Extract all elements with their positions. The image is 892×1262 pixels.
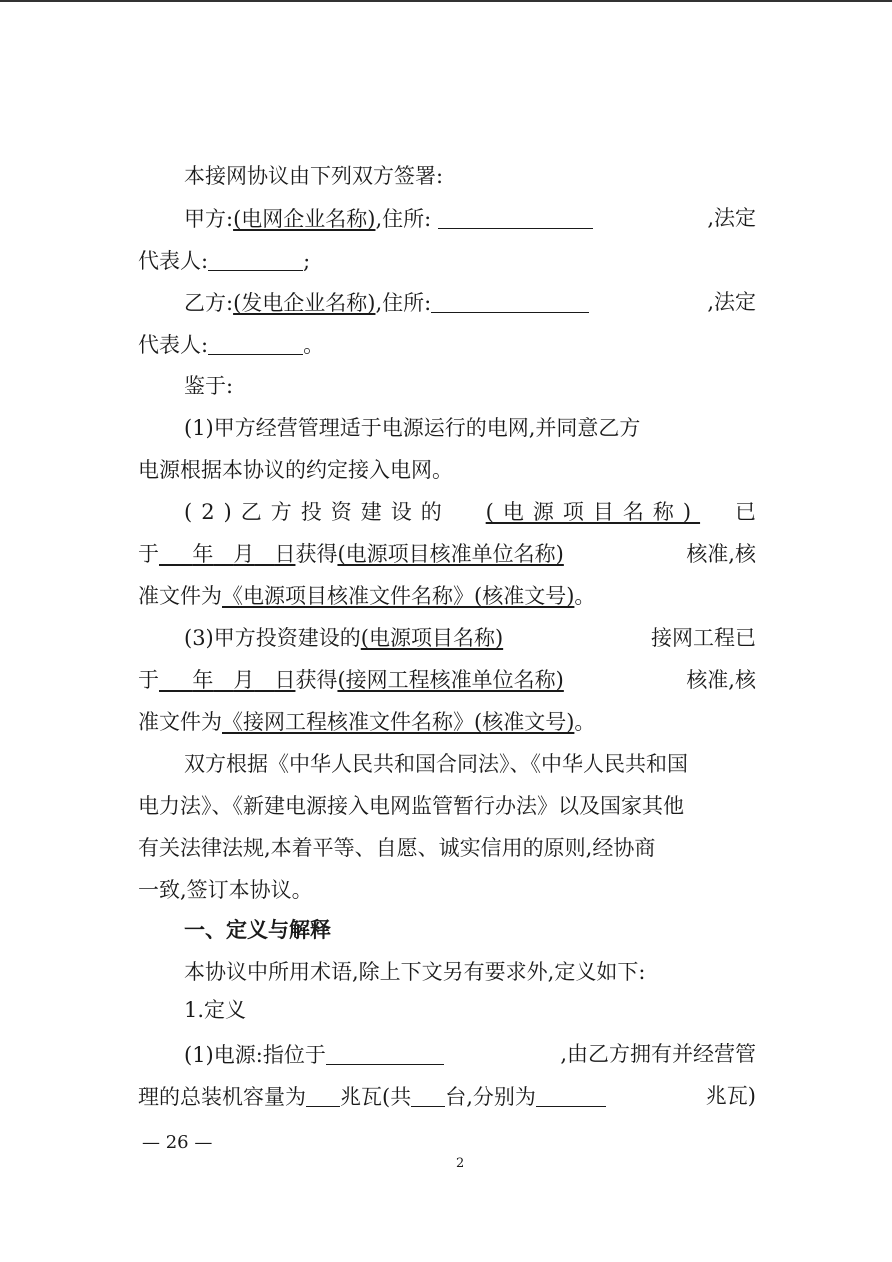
- party-a-label: 甲方:(电网企业名称),住所:: [184, 208, 593, 230]
- def1-each-blank: [536, 1086, 606, 1107]
- item3-line3: 准文件为《接网工程核准文件名称》(核准文号)。: [138, 710, 596, 734]
- party-b-line: [184, 292, 756, 314]
- item1-line1: (1)甲方经营管理适于电源运行的电网,并同意乙方: [184, 416, 641, 440]
- def1-units-blank: [411, 1086, 445, 1107]
- page-number: 2: [456, 1156, 465, 1171]
- item2-line3: 准文件为《电源项目核准文件名称》(核准文号)。: [138, 584, 596, 608]
- item3-project: (电源项目名称): [360, 626, 504, 650]
- party-a-rep-blank: [208, 250, 303, 271]
- item2-line2: 于 年 月 日获得(电源项目核准单位名称) 核准,核: [138, 542, 756, 566]
- item1-line2: 电源根据本协议的约定接入电网。: [138, 458, 453, 482]
- whereas-heading: 鉴于:: [184, 374, 234, 398]
- item2-date-blank: 年 月 日: [192, 542, 296, 566]
- party-a-address-blank: [438, 208, 593, 229]
- party-b-rep-line: 代表人: 。: [138, 333, 325, 357]
- basis-line3: 有关法律法规,本着平等、自愿、诚实信用的原则,经协商: [138, 836, 656, 860]
- party-a-rep-line: 代表人: ;: [138, 249, 311, 273]
- party-a-line: [184, 208, 756, 230]
- item2-doc: 《电源项目核准文件名称》(核准文号): [222, 584, 575, 608]
- party-b-tail: ,法定: [707, 290, 756, 314]
- party-a-tail: ,法定: [707, 206, 756, 230]
- item3-line1: (3)甲方投资建设的(电源项目名称) 接网工程已: [184, 626, 756, 650]
- intro-line: 本接网协议由下列双方签署:: [184, 164, 444, 188]
- party-b-name: (发电企业名称): [233, 291, 376, 315]
- item3-line2: 于 年 月 日获得(接网工程核准单位名称) 核准,核: [138, 668, 756, 692]
- party-b-rep-blank: [208, 334, 303, 355]
- def1-capacity-blank: [306, 1086, 340, 1107]
- def1-line1: (1)电源:指位于 ,由乙方拥有并经营管: [184, 1042, 756, 1067]
- item3-date-blank: 年 月 日: [192, 668, 296, 692]
- basis-line4: 一致,签订本协议。: [138, 878, 313, 902]
- item2-project: (电源项目名称): [485, 500, 701, 524]
- top-border: [0, 0, 892, 2]
- def1-location-blank: [326, 1044, 444, 1065]
- section1-title: 一、定义与解释: [184, 918, 331, 942]
- basis-line2: 电力法》、《新建电源接入电网监管暂行办法》以及国家其他: [138, 794, 684, 818]
- party-b-address-blank: [431, 292, 589, 313]
- item2-authority: (电源项目核准单位名称): [337, 542, 564, 566]
- section1-intro: 本协议中所用术语,除上下文另有要求外,定义如下:: [184, 960, 646, 984]
- item2-line1: (2)乙方投资建设的 (电源项目名称) 已: [184, 500, 756, 524]
- item3-doc: 《接网工程核准文件名称》(核准文号): [222, 710, 575, 734]
- footer-page-marker: — 26 —: [142, 1132, 213, 1153]
- def1-line2: 理的总装机容量为 兆瓦(共 台,分别为 兆瓦): [138, 1084, 756, 1109]
- item3-authority: (接网工程核准单位名称): [337, 668, 564, 692]
- definition-heading: 1.定义: [184, 998, 247, 1022]
- basis-line1: 双方根据《中华人民共和国合同法》、《中华人民共和国: [184, 752, 688, 776]
- party-a-name: (电网企业名称): [233, 207, 376, 231]
- party-b-label: 乙方:(发电企业名称),住所:: [184, 292, 589, 314]
